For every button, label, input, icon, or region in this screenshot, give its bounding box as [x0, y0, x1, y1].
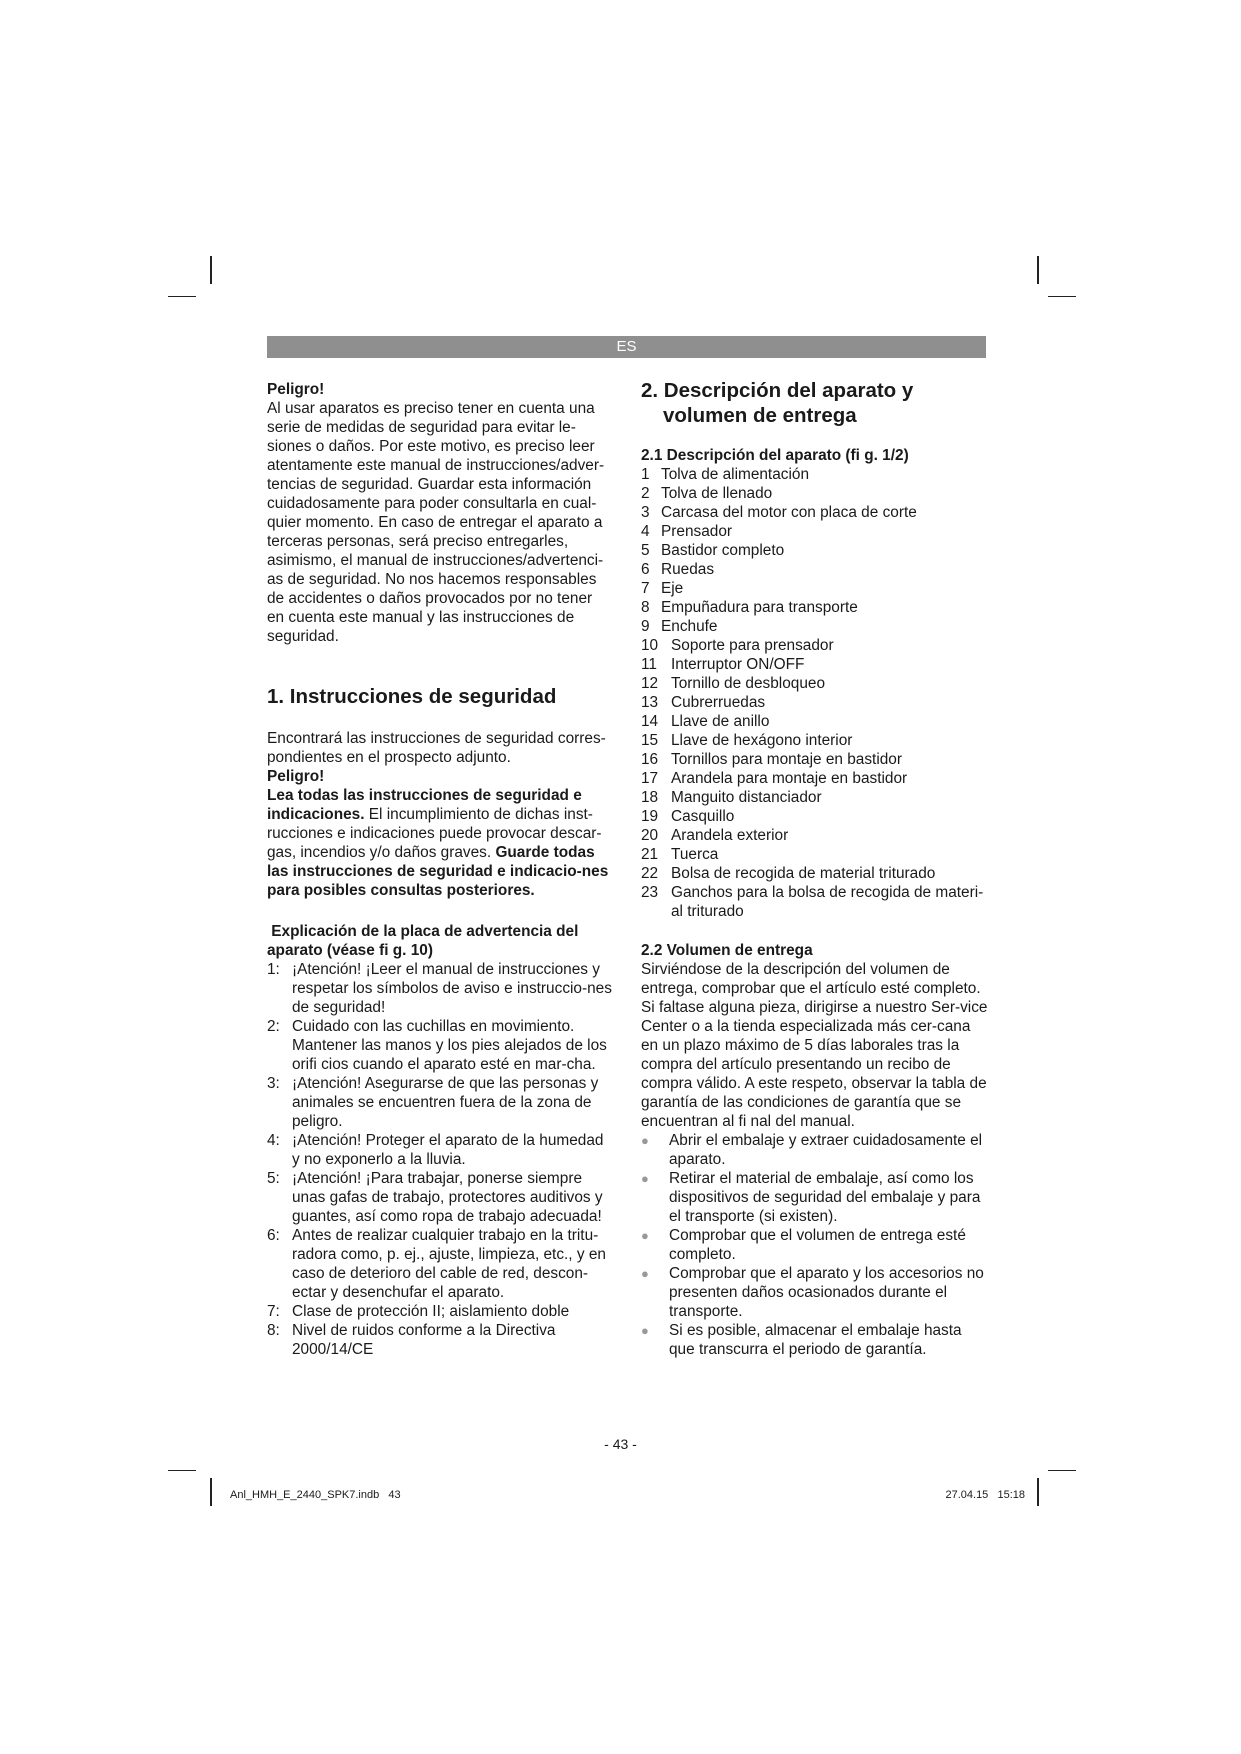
item-number: 8 — [641, 599, 650, 616]
item-number: 3 — [641, 504, 650, 521]
item-text: ¡Atención! Proteger el aparato de la humedad y no exponerlo a la lluvia. — [292, 1132, 604, 1168]
danger-text: Al usar aparatos es preciso tener en cuenta una serie de medidas de seguridad para evitar le-siones o daños. Por este motivo, es preciso leer atentamente este manual de instrucciones/adver-tencias de seguridad. Guardar esta información cuidadosamente para poder consultarla en cual-quier momento. En caso de entregar el aparato a terceras personas, será preciso entregarles, asimismo, el manual de instrucciones/advertenci-as de seguridad. No nos hacemos responsables de accidentes o daños provocados por no tener en cuenta este manual y las instrucciones de seguridad. — [267, 400, 605, 645]
language-header-bar — [267, 336, 986, 358]
item-number: 19 — [641, 808, 659, 825]
item-text: Tuerca — [671, 846, 719, 863]
list-item — [641, 807, 991, 826]
list-item — [641, 1226, 991, 1264]
list-item — [267, 1131, 612, 1169]
item-text: Abrir el embalaje y extraer cuidadosamente el aparato. — [669, 1132, 983, 1168]
page-number: - 43 - — [604, 1436, 637, 1452]
crop-mark — [210, 256, 212, 284]
item-text: ¡Atención! Asegurarse de que las personas y animales se encuentren fuera de la zona de peligro. — [292, 1075, 599, 1130]
item-number: 16 — [641, 751, 659, 768]
list-item — [641, 617, 991, 636]
list-item — [641, 864, 991, 883]
item-text: Comprobar que el aparato y los accesorios no presenten daños ocasionados durante el transporte. — [669, 1265, 984, 1320]
list-item — [641, 845, 991, 864]
item-text: Interruptor ON/OFF — [671, 656, 805, 673]
item-text: Tornillos para montaje en bastidor — [671, 751, 902, 768]
item-text: Tolva de alimentación — [661, 466, 810, 483]
list-item — [641, 769, 991, 788]
bullet-icon: ● — [641, 1323, 649, 1338]
item-text: Llave de hexágono interior — [671, 732, 853, 749]
list-item — [641, 560, 991, 579]
warning-bold-1: Lea todas las instrucciones de seguridad e indicaciones. — [267, 787, 582, 823]
list-item — [641, 484, 991, 503]
item-text: Soporte para prensador — [671, 637, 834, 654]
list-item — [641, 541, 991, 560]
item-number: 2: — [267, 1018, 280, 1035]
item-text: Comprobar que el volumen de entrega esté completo. — [669, 1227, 966, 1263]
item-number: 5: — [267, 1170, 280, 1187]
item-number: 1 — [641, 466, 650, 483]
item-number: 20 — [641, 827, 659, 844]
list-item — [641, 522, 991, 541]
item-text: Carcasa del motor con placa de corte — [661, 504, 917, 521]
parts-list-continued — [641, 636, 991, 921]
item-number: 22 — [641, 865, 659, 882]
item-number: 9 — [641, 618, 650, 635]
list-item — [641, 636, 991, 655]
footer-file: Anl_HMH_E_2440_SPK7.indb 43 — [230, 1489, 401, 1501]
crop-mark — [168, 1470, 196, 1471]
item-text: Empuñadura para transporte — [661, 599, 858, 616]
item-text: ¡Atención! ¡Para trabajar, ponerse siempre unas gafas de trabajo, protectores auditivos y guantes, así como ropa de trabajo adecuada! — [292, 1170, 603, 1225]
list-item — [267, 1074, 612, 1131]
item-text: Antes de realizar cualquier trabajo en la tritu-radora como, p. ej., ajuste, limpieza, etc., y en caso de deterioro del cable de red, descon-ectar y desenchufar el aparato. — [292, 1227, 606, 1301]
item-text: Bolsa de recogida de material triturado — [671, 865, 936, 882]
item-text: Arandela exterior — [671, 827, 789, 844]
item-number: 15 — [641, 732, 659, 749]
item-text: ¡Atención! ¡Leer el manual de instrucciones y respetar los símbolos de aviso e instruccio-nes de seguridad! — [292, 961, 612, 1016]
item-text: Ruedas — [661, 561, 715, 578]
item-text: Eje — [661, 580, 684, 597]
item-number: 18 — [641, 789, 659, 806]
list-item — [641, 655, 991, 674]
bullet-icon: ● — [641, 1171, 649, 1186]
item-number: 4 — [641, 523, 650, 540]
right-column — [641, 378, 991, 1359]
list-item — [641, 674, 991, 693]
language-label: ES — [616, 338, 637, 355]
list-item — [641, 788, 991, 807]
list-item — [641, 712, 991, 731]
list-item — [641, 598, 991, 617]
item-number: 11 — [641, 656, 657, 673]
item-text: Cubrerruedas — [671, 694, 766, 711]
list-item — [641, 465, 991, 484]
subsection-2-1-title: 2.1 Descripción del aparato (fi g. 1/2) — [641, 447, 909, 464]
item-number: 6: — [267, 1227, 280, 1244]
item-text: Cuidado con las cuchillas en movimiento. Mantener las manos y los pies alejados de los orifi cios cuando el aparato esté en mar-cha. — [292, 1018, 607, 1073]
warning-bold-2: Guarde todas las instrucciones de seguridad e indicacio-nes para posibles consultas posteriores. — [267, 844, 609, 899]
plate-list — [267, 960, 612, 1359]
item-text: Si es posible, almacenar el embalaje hasta que transcurra el periodo de garantía. — [669, 1322, 962, 1358]
crop-mark — [1037, 256, 1039, 284]
bullet-icon: ● — [641, 1266, 649, 1281]
item-number: 13 — [641, 694, 659, 711]
section-2-title: 2. Descripción del aparato y volumen de entrega — [641, 379, 914, 427]
item-text: Arandela para montaje en bastidor — [671, 770, 908, 787]
subsection-2-2-title: 2.2 Volumen de entrega — [641, 942, 813, 959]
item-text: Ganchos para la bolsa de recogida de materi-al triturado — [671, 884, 984, 920]
crop-mark — [210, 1478, 212, 1506]
bullet-icon: ● — [641, 1133, 649, 1148]
item-number: 17 — [641, 770, 659, 787]
plate-explanation-title: Explicación de la placa de advertencia del aparato (véase fi g. 10) — [267, 923, 583, 959]
item-text: Manguito distanciador — [671, 789, 822, 806]
list-item — [641, 1321, 991, 1359]
item-text: Nivel de ruidos conforme a la Directiva 2000/14/CE — [292, 1322, 556, 1358]
list-item — [267, 960, 612, 1017]
left-column — [267, 380, 612, 1359]
item-number: 8: — [267, 1322, 280, 1339]
section-1-title: 1. Instrucciones de seguridad — [267, 685, 557, 708]
safety-warning — [267, 786, 612, 900]
danger-title-2: Peligro! — [267, 768, 325, 785]
list-item — [641, 750, 991, 769]
item-text: Llave de anillo — [671, 713, 770, 730]
list-item — [641, 503, 991, 522]
item-text: Tolva de llenado — [661, 485, 773, 502]
list-item — [267, 1226, 612, 1302]
item-number: 6 — [641, 561, 650, 578]
item-number: 1: — [267, 961, 280, 978]
item-text: Prensador — [661, 523, 733, 540]
parts-list — [641, 465, 991, 636]
item-number: 23 — [641, 884, 659, 901]
item-number: 5 — [641, 542, 650, 559]
item-text: Retirar el material de embalaje, así como los dispositivos de seguridad del embalaje y para el transporte (si existen). — [669, 1170, 981, 1225]
delivery-text: Sirviéndose de la descripción del volumen de entrega, comprobar que el artículo esté completo. Si faltase alguna pieza, dirigirse a nuestro Ser-vice Center o a la tienda especializada más cer-cana en un plazo máximo de 5 días laborales tras la compra del artículo presentando un recibo de compra válido. A este respeto, observar la tabla de garantía de las condiciones de garantía que se encuentran al fi nal del manual. — [641, 961, 988, 1130]
list-item — [267, 1017, 612, 1074]
item-text: Enchufe — [661, 618, 718, 635]
delivery-checklist — [641, 1131, 991, 1359]
list-item — [641, 579, 991, 598]
list-item — [267, 1169, 612, 1226]
item-number: 21 — [641, 846, 659, 863]
item-number: 4: — [267, 1132, 280, 1149]
item-number: 3: — [267, 1075, 280, 1092]
item-number: 7: — [267, 1303, 280, 1320]
bullet-icon: ● — [641, 1228, 649, 1243]
list-item — [641, 883, 991, 921]
warning-text: El incumplimiento de dichas inst-rucciones e indicaciones puede provocar descar-gas, incendios y/o daños graves. — [267, 806, 602, 861]
list-item — [641, 731, 991, 750]
crop-mark — [1037, 1478, 1039, 1506]
item-text: Clase de protección II; aislamiento doble — [292, 1303, 570, 1320]
list-item — [641, 1131, 991, 1169]
crop-mark — [168, 296, 196, 297]
crop-mark — [1048, 296, 1076, 297]
safety-intro: Encontrará las instrucciones de seguridad corres-pondientes en el prospecto adjunto. — [267, 730, 606, 766]
list-item — [641, 1264, 991, 1321]
list-item — [267, 1302, 612, 1321]
item-number: 14 — [641, 713, 659, 730]
item-text: Bastidor completo — [661, 542, 785, 559]
item-text: Casquillo — [671, 808, 735, 825]
list-item — [641, 1169, 991, 1226]
list-item — [641, 826, 991, 845]
footer-date: 27.04.15 15:18 — [945, 1489, 1025, 1501]
item-text: Tornillo de desbloqueo — [671, 675, 826, 692]
item-number: 12 — [641, 675, 659, 692]
item-number: 2 — [641, 485, 650, 502]
item-number: 10 — [641, 637, 659, 654]
list-item — [267, 1321, 612, 1359]
danger-title: Peligro! — [267, 381, 325, 398]
item-number: 7 — [641, 580, 650, 597]
crop-mark — [1048, 1470, 1076, 1471]
list-item — [641, 693, 991, 712]
